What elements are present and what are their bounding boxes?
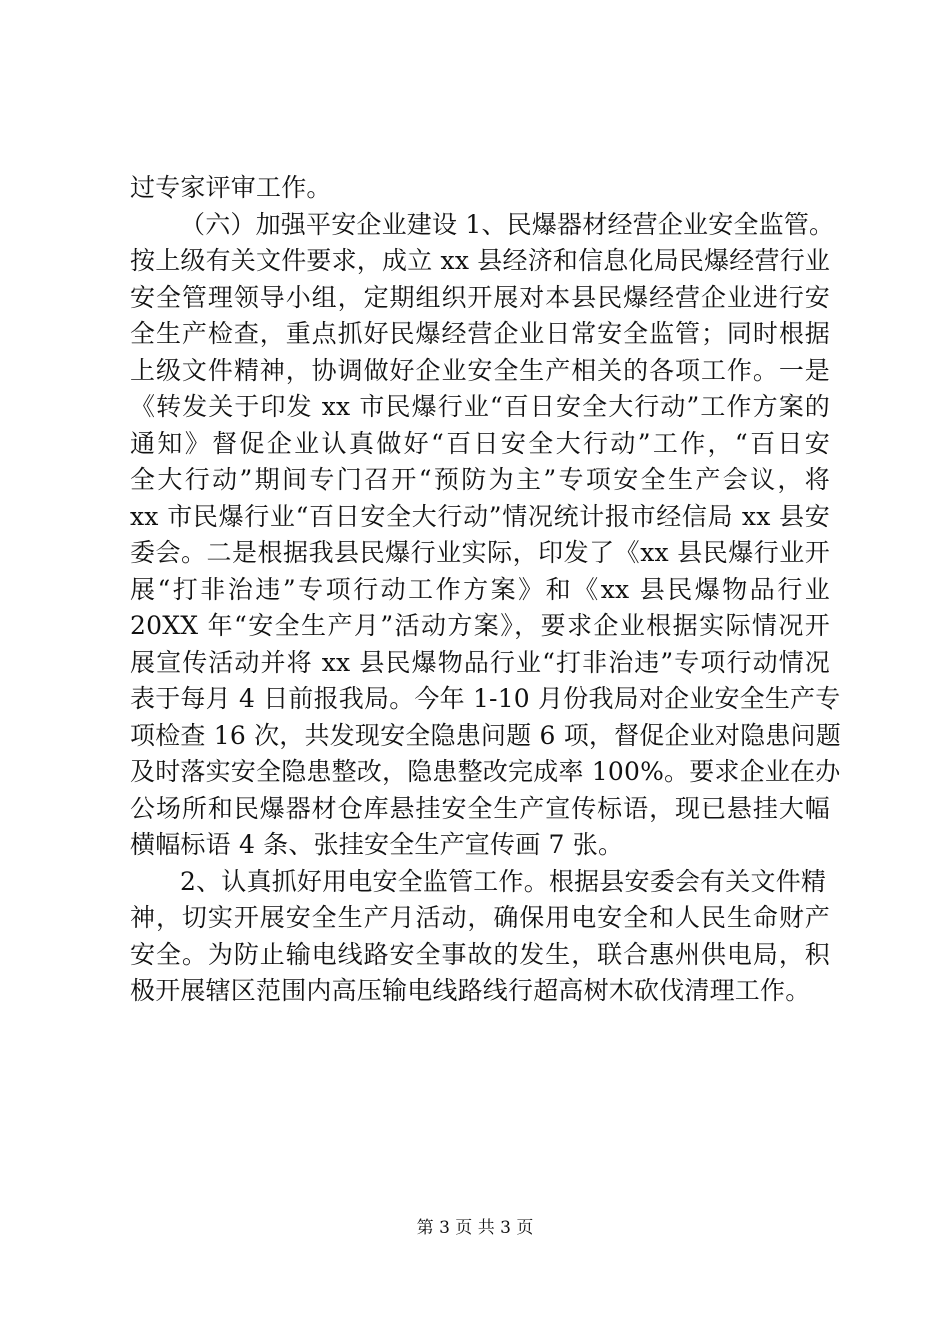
text-line: 全生产检查，重点抓好民爆经营企业日常安全监管；同时根据 <box>130 319 830 348</box>
text-line: 按上级有关文件要求，成立 xx 县经济和信息化局民爆经营行业 <box>130 246 831 275</box>
text-line: 安全管理领导小组，定期组织开展对本县民爆经营企业进行安 <box>130 282 830 312</box>
text-line: 《转发关于印发 xx 市民爆行业“百日安全大行动”工作方案的 <box>130 392 830 421</box>
paragraph-start-line: （六）加强平安企业建设 1、民爆器材经营企业安全监管。 <box>180 209 835 239</box>
text-line: 上级文件精神，协调做好企业安全生产相关的各项工作。一是 <box>130 355 830 385</box>
text-line: 公场所和民爆器材仓库悬挂安全生产宣传标语，现已悬挂大幅 <box>130 793 830 823</box>
text-line: 安全。为防止输电线路安全事故的发生，联合惠州供电局，积 <box>130 939 830 969</box>
text-line: 委会。二是根据我县民爆行业实际，印发了《xx 县民爆行业开 <box>130 538 830 567</box>
text-line: 项检查 16 次，共发现安全隐患问题 6 项，督促企业对隐患问题 <box>130 720 841 750</box>
text-line: 横幅标语 4 条、张挂安全生产宣传画 7 张。 <box>130 830 624 859</box>
page-number-footer: 第 3 页 共 3 页 <box>416 1218 534 1238</box>
text-line: 过专家评审工作。 <box>130 173 332 202</box>
paragraph-start-line: 2、认真抓好用电安全监管工作。根据县安委会有关文件精 <box>180 866 827 896</box>
text-line: 全大行动”期间专门召开“预防为主”专项安全生产会议，将 <box>130 465 830 494</box>
document-body <box>130 170 841 1010</box>
text-line: 表于每月 4 日前报我局。今年 1-10 月份我局对企业安全生产专 <box>130 684 841 713</box>
text-line: 通知》督促企业认真做好“百日安全大行动”工作，“百日安 <box>130 428 830 458</box>
text-line: 展宣传活动并将 xx 县民爆物品行业“打非治违”专项行动情况 <box>130 647 830 677</box>
text-line: 展“打非治违”专项行动工作方案》和《xx 县民爆物品行业 <box>130 574 830 604</box>
text-line: 20XX 年“安全生产月”活动方案》，要求企业根据实际情况开 <box>130 611 830 640</box>
text-line: xx 市民爆行业“百日安全大行动”情况统计报市经信局 xx 县安 <box>130 501 830 531</box>
text-line: 极开展辖区范围内高压输电线路线行超高树木砍伐清理工作。 <box>130 976 811 1005</box>
text-line: 及时落实安全隐患整改，隐患整改完成率 100%。要求企业在办 <box>130 757 841 786</box>
text-line: 神，切实开展安全生产月活动，确保用电安全和人民生命财产 <box>130 903 830 932</box>
